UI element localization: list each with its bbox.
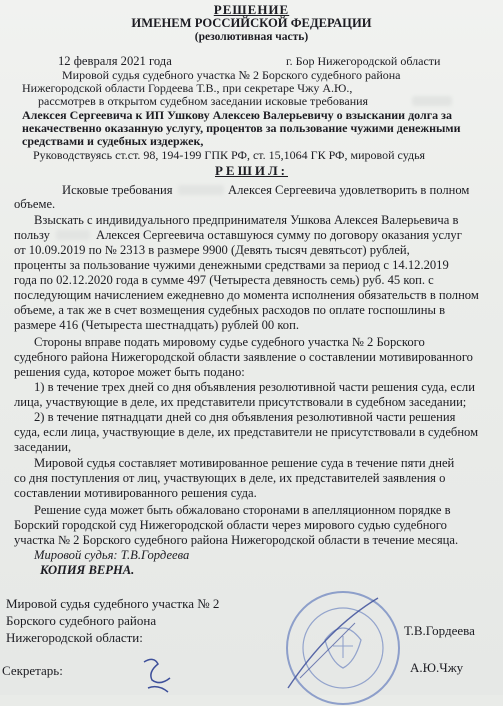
- footer-line: Нижегородской области:: [6, 630, 143, 645]
- intro-line: Алексея Сергеевича к ИП Ушкову Алексею Валерьевичу о взыскании долга за: [22, 108, 452, 122]
- body-line: последующим начислением ежедневно до момента исполнения обязательств в полном: [14, 288, 479, 302]
- decided-heading: РЕШИЛ:: [214, 163, 288, 178]
- footer-line: Мировой судья судебного участка № 2: [6, 596, 220, 611]
- body-line: судебного района Нижегородской области заявление о составлении мотивированного: [14, 350, 473, 364]
- body-line: участка № 2 Борского судебного района Нижегородской области в течение месяца.: [14, 533, 459, 547]
- body-line: лица, участвующие в деле, их представители присутствовали в судебном заседании;: [14, 395, 467, 409]
- body-line: 1) в течение трех дней со дня объявления резолютивной части решения суда, если: [34, 380, 475, 394]
- body-line: пользу: [14, 228, 50, 242]
- body-line: от 10.09.2019 по № 2313 в размере 9900 (Девять тысяч девятьсот) рублей,: [14, 243, 410, 257]
- body-line: суда, если лица, участвующие в деле, их представители не присутствовали в судебном: [14, 425, 479, 439]
- doc-city: г. Бор Нижегородской области: [286, 54, 441, 68]
- body-line: объеме.: [14, 197, 56, 211]
- intro-line: Руководствуясь ст.ст. 98, 194-199 ГПК РФ, ст. 15,1064 ГК РФ, мировой судья: [33, 148, 426, 162]
- body-line: Стороны вправе подать мировому судье судебного участка № 2 Борского: [34, 335, 425, 349]
- intro-line: некачественно оказанную услугу, процентов за пользование чужими денежными: [22, 121, 461, 135]
- intro-line: Мировой судья судебного участка № 2 Борского судебного района: [62, 68, 401, 82]
- body-line: Мировой судья составляет мотивированное решение суда в течение пяти дней: [34, 456, 455, 470]
- body-line: Решение суда может быть обжаловано сторонами в апелляционном порядке в: [34, 503, 451, 517]
- signature-icon: [140, 648, 180, 696]
- footer-line: Борского судебного района: [6, 613, 157, 628]
- intro-line: рассмотрев в открытом судебном заседании исковые требования: [38, 94, 369, 108]
- doc-date: 12 февраля 2021 года: [58, 54, 172, 68]
- redacted-name: [178, 185, 224, 195]
- body-line: решения суда, которое может быть подано:: [14, 365, 245, 379]
- doc-subtitle: ИМЕНЕМ РОССИЙСКОЙ ФЕДЕРАЦИИ: [131, 16, 372, 30]
- secretary-label: Секретарь:: [2, 663, 63, 678]
- doc-subtitle-2: (резолютивная часть): [194, 31, 309, 43]
- judge-name: Т.В.Гордеева: [404, 623, 475, 638]
- body-line: Борский городской суд Нижегородской области через мирового судью судебного: [14, 518, 447, 532]
- secretary-name: А.Ю.Чжу: [410, 660, 464, 675]
- body-line: заседании,: [14, 440, 72, 454]
- doc-title: РЕШЕНИЕ: [213, 2, 290, 17]
- body-line: проценты за пользование чужими денежными средствами за период с 14.12.2019: [14, 258, 449, 272]
- body-line: составлении мотивированного решения суда.: [14, 486, 257, 500]
- body-line: Алексея Сергеевича удовлетворить в полном: [228, 183, 470, 197]
- judge-signature-line: Мировой судья: Т.В.Гордеева: [34, 548, 190, 562]
- body-line: 2) в течение пятнадцати дней со дня объявления резолютивной части решения: [34, 410, 456, 424]
- redacted-name: [56, 230, 90, 240]
- body-line: размере 416 (Четыреста шестнадцать) рублей 00 коп.: [14, 318, 299, 332]
- body-line: объеме, а так же в счет возмещения судебных расходов по оплате госпошлины в: [14, 303, 446, 317]
- intro-line: Нижегородской области Гордеева Т.В., при секретаре Чжу А.Ю.,: [22, 81, 353, 95]
- court-stamp-icon: [280, 588, 406, 706]
- body-line: со дня поступления от лиц, участвующих в деле, их представителей заявления о: [14, 471, 446, 485]
- body-line: Алексея Сергеевича оставшуюся сумму по договору оказания услуг: [96, 228, 462, 242]
- redacted-name: [412, 96, 452, 106]
- body-line: года по 02.12.2020 года в сумме 497 (Четыреста девяность семь) руб. 45 коп. с: [14, 273, 434, 287]
- body-line: Исковые требования: [62, 183, 173, 197]
- copy-certified: КОПИЯ ВЕРНА.: [40, 563, 135, 577]
- intro-line: средствами и судебных издержек,: [22, 134, 204, 148]
- body-line: Взыскать с индивидуального предпринимателя Ушкова Алексея Валерьевича в: [34, 213, 459, 227]
